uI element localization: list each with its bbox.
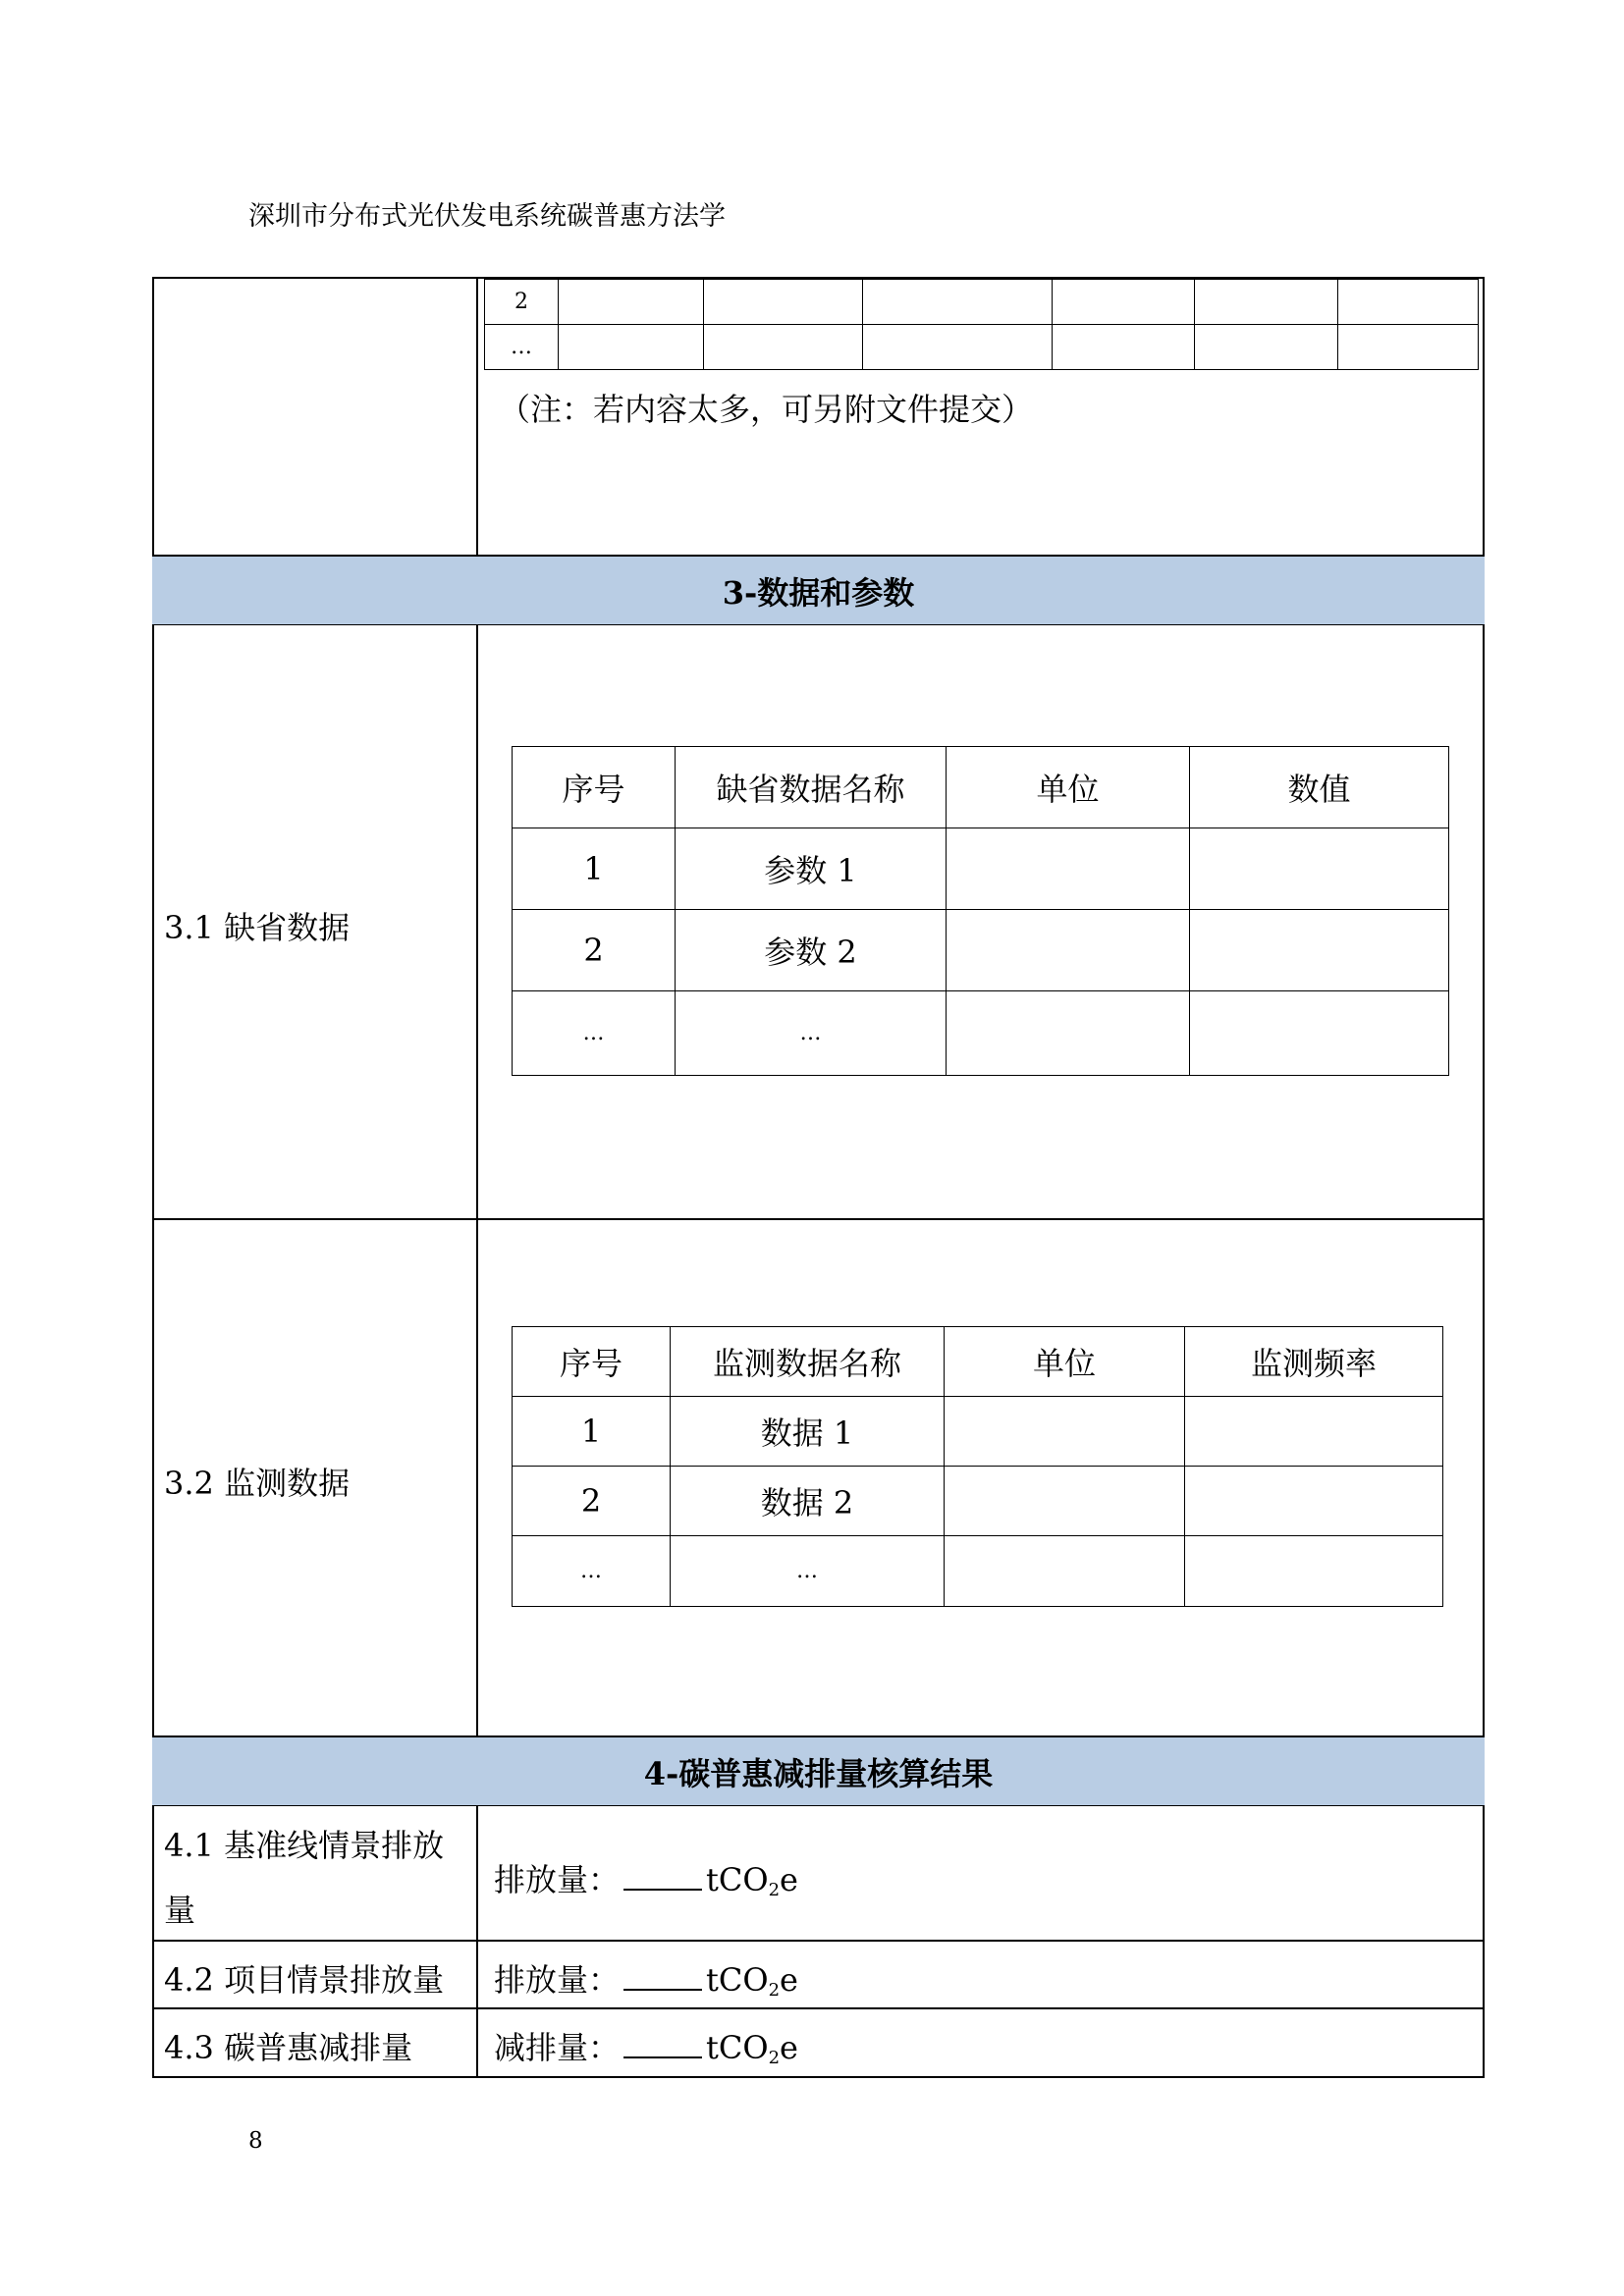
section-3-title: 3-数据和参数 (152, 557, 1485, 624)
table-cell (1185, 1536, 1443, 1607)
table-row (513, 1467, 1443, 1536)
unit-suffix: e (780, 1961, 798, 1999)
frame-left (152, 277, 154, 2078)
column-header: 数值 (1190, 747, 1449, 828)
value-prefix: 减排量： (494, 2029, 621, 2066)
table-cell: … (676, 991, 947, 1076)
table-cell (1185, 1397, 1443, 1467)
project-emission-value (494, 1955, 798, 2001)
unit-subscript: 2 (768, 1980, 781, 2001)
unit: tCO (706, 2029, 769, 2066)
table-cell: 参数 2 (676, 910, 947, 991)
table-row (513, 828, 1449, 910)
table-cell (1190, 828, 1449, 910)
column-header: 监测频率 (1185, 1327, 1443, 1397)
divider-v-1 (476, 277, 478, 556)
table-cell: 数据 2 (671, 1467, 945, 1536)
table-cell (1190, 910, 1449, 991)
unit: tCO (706, 1961, 769, 1999)
unit-subscript: 2 (768, 1880, 781, 1900)
unit-suffix: e (780, 1861, 798, 1898)
project-emission-label: 4.2 项目情景排放量 (164, 1961, 445, 1999)
column-header: 监测数据名称 (671, 1327, 945, 1397)
baseline-emission-value (494, 1855, 798, 1900)
value-blank[interactable] (623, 1861, 702, 1891)
value-blank[interactable] (623, 2029, 702, 2058)
rule-h-1242 (152, 1218, 1485, 1220)
table-row (513, 1536, 1443, 1607)
table-cell: … (513, 1536, 671, 1607)
table-cell (945, 1397, 1185, 1467)
reduction-value (494, 2023, 798, 2068)
unit: tCO (706, 1861, 769, 1898)
table-cell: … (671, 1536, 945, 1607)
page-number: 8 (248, 2128, 263, 2154)
value-prefix: 排放量： (494, 1861, 621, 1898)
rule-h-2046 (152, 2007, 1485, 2009)
reduction-label: 4.3 碳普惠减排量 (164, 2029, 413, 2066)
unit-suffix: e (780, 2029, 798, 2066)
column-header: 缺省数据名称 (676, 747, 947, 828)
value-blank[interactable] (623, 1961, 702, 1991)
baseline-emission-label-line2: 量 (164, 1892, 196, 1929)
page-header-title: 深圳市分布式光伏发电系统碳普惠方法学 (248, 201, 726, 232)
continuation-table (484, 279, 1479, 370)
monitoring-data-label: 3.2 监测数据 (164, 1465, 351, 1502)
table-row (513, 910, 1449, 991)
row-index: 2 (485, 280, 559, 325)
default-data-label: 3.1 缺省数据 (164, 909, 351, 946)
frame-right (1483, 277, 1485, 2078)
table-cell: 参数 1 (676, 828, 947, 910)
column-header: 序号 (513, 1327, 671, 1397)
table-cell (947, 910, 1190, 991)
table-cell (947, 991, 1190, 1076)
baseline-emission-label-line1: 4.1 基准线情景排放 (164, 1827, 445, 1864)
value-prefix: 排放量： (494, 1961, 621, 1999)
table-cell: 1 (513, 828, 676, 910)
table-header-row (513, 747, 1449, 828)
rule-h-1977 (152, 1940, 1485, 1942)
table-cell: 2 (513, 910, 676, 991)
table-row (513, 991, 1449, 1076)
table-row (485, 325, 1479, 370)
table-cell (1185, 1467, 1443, 1536)
table-cell (1190, 991, 1449, 1076)
table-cell (945, 1536, 1185, 1607)
note-text: （注：若内容太多，可另附文件提交） (499, 391, 1034, 428)
unit-subscript: 2 (768, 2048, 781, 2068)
column-header: 序号 (513, 747, 676, 828)
table-header-row (513, 1327, 1443, 1397)
table-row (513, 1397, 1443, 1467)
column-header: 单位 (945, 1327, 1185, 1397)
table-cell (947, 828, 1190, 910)
section-4-title: 4-碳普惠减排量核算结果 (152, 1737, 1485, 1805)
divider-v-3 (476, 1805, 478, 2078)
table-cell (945, 1467, 1185, 1536)
table-cell: 2 (513, 1467, 671, 1536)
divider-v-2 (476, 624, 478, 1738)
default-data-table (512, 746, 1449, 1076)
monitoring-data-table (512, 1326, 1443, 1607)
table-cell: 数据 1 (671, 1397, 945, 1467)
row-index: … (485, 325, 559, 370)
table-row (485, 280, 1479, 325)
table-cell: 1 (513, 1397, 671, 1467)
table-cell: … (513, 991, 676, 1076)
frame-bottom (152, 2076, 1485, 2078)
column-header: 单位 (947, 747, 1190, 828)
